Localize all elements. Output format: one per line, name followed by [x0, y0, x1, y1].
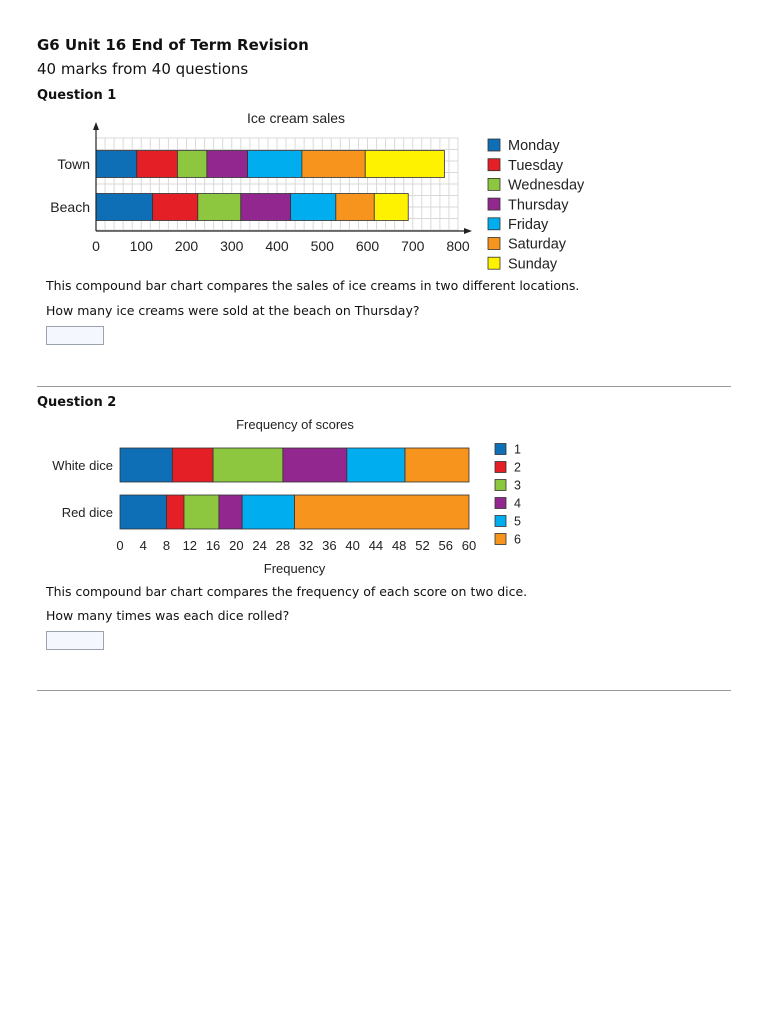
- legend-label: 5: [514, 514, 521, 529]
- x-tick-label: 200: [174, 238, 199, 254]
- x-axis-arrow: [464, 228, 472, 234]
- bar-segment: [241, 194, 291, 221]
- bar-segment: [336, 194, 374, 221]
- bar-segment: [347, 448, 405, 482]
- divider: [37, 690, 731, 691]
- y-axis-arrow: [93, 122, 99, 130]
- legend-label: 3: [514, 478, 521, 493]
- x-tick-label: 16: [205, 538, 221, 553]
- x-tick-label: 60: [461, 538, 477, 553]
- ice-cream-chart: [40, 108, 600, 276]
- question-1-answer-input[interactable]: [46, 326, 104, 345]
- legend-swatch: [495, 516, 506, 527]
- legend-label: Tuesday: [508, 157, 564, 174]
- bar-segment: [219, 495, 242, 529]
- legend-swatch: [488, 257, 500, 269]
- legend-label: Friday: [508, 217, 549, 234]
- x-tick-label: 12: [182, 538, 198, 553]
- legend-label: Thursday: [508, 197, 569, 214]
- bar-segment: [291, 194, 336, 221]
- x-tick-label: 400: [265, 238, 289, 254]
- legend-label: Monday: [508, 138, 560, 155]
- x-tick-label: 0: [92, 238, 100, 254]
- legend-swatch: [495, 498, 506, 509]
- legend-swatch: [488, 218, 500, 230]
- question-2-text: This compound bar chart compares the frequency of each score on two dice.: [46, 584, 528, 599]
- legend-swatch: [495, 534, 506, 545]
- bar-segment: [167, 495, 184, 529]
- bar-segment: [213, 448, 283, 482]
- category-label: Town: [57, 156, 90, 172]
- legend-label: Sunday: [508, 256, 558, 273]
- legend-label: 4: [514, 496, 521, 511]
- divider: [37, 386, 731, 387]
- x-tick-label: 56: [438, 538, 453, 553]
- x-tick-label: 100: [129, 238, 153, 254]
- legend-label: Wednesday: [508, 177, 585, 194]
- legend-swatch: [488, 139, 500, 151]
- bar-segment: [207, 151, 248, 178]
- bar-segment: [374, 194, 408, 221]
- question-1-label: Question 1: [37, 88, 117, 103]
- bar-segment: [242, 495, 294, 529]
- x-tick-label: 0: [116, 538, 124, 553]
- x-tick-label: 32: [298, 538, 314, 553]
- bar-segment: [405, 448, 469, 482]
- question-1-text: This compound bar chart compares the sales of ice creams in two different locations.: [46, 278, 580, 293]
- x-axis-label: Frequency: [263, 561, 326, 576]
- x-tick-label: 800: [446, 238, 470, 254]
- question-2-label: Question 2: [37, 395, 117, 410]
- legend-swatch: [495, 462, 506, 473]
- x-tick-label: 500: [310, 238, 334, 254]
- bar-segment: [96, 151, 137, 178]
- bar-segment: [120, 495, 167, 529]
- page-subtitle: 40 marks from 40 questions: [37, 60, 249, 78]
- legend-swatch: [495, 480, 506, 491]
- x-tick-label: 40: [345, 538, 360, 553]
- x-tick-label: 36: [322, 538, 337, 553]
- legend-swatch: [488, 238, 500, 250]
- bar-segment: [96, 194, 153, 221]
- legend-swatch: [488, 178, 500, 190]
- category-label: Red dice: [61, 505, 113, 520]
- bar-segment: [177, 151, 206, 178]
- x-tick-label: 28: [275, 538, 291, 553]
- bar-segment: [153, 194, 198, 221]
- x-tick-label: 48: [391, 538, 407, 553]
- legend-label: 1: [514, 442, 521, 457]
- bar-segment: [172, 448, 213, 482]
- bar-segment: [283, 448, 347, 482]
- x-tick-label: 52: [415, 538, 430, 553]
- x-tick-label: 24: [252, 538, 267, 553]
- category-label: White dice: [52, 458, 113, 473]
- page-title: G6 Unit 16 End of Term Revision: [37, 36, 309, 54]
- question-2-prompt: How many times was each dice rolled?: [46, 608, 290, 623]
- category-label: Beach: [50, 199, 90, 215]
- bar-segment: [248, 151, 302, 178]
- bar-segment: [198, 194, 241, 221]
- legend-swatch: [488, 198, 500, 210]
- legend-swatch: [495, 444, 506, 455]
- bar-segment: [120, 448, 172, 482]
- legend-label: 2: [514, 460, 521, 475]
- x-tick-label: 300: [220, 238, 244, 254]
- chart-title: Frequency of scores: [236, 417, 354, 432]
- bar-segment: [365, 151, 444, 178]
- x-tick-label: 700: [401, 238, 425, 254]
- legend-swatch: [488, 159, 500, 171]
- bar-segment: [295, 495, 470, 529]
- bar-segment: [184, 495, 219, 529]
- legend-label: Saturday: [508, 236, 567, 253]
- x-tick-label: 44: [368, 538, 384, 553]
- dice-scores-chart: [40, 413, 540, 578]
- question-2-answer-input[interactable]: [46, 631, 104, 650]
- bar-segment: [137, 151, 178, 178]
- chart-title: Ice cream sales: [246, 110, 346, 126]
- x-tick-label: 4: [139, 538, 147, 553]
- question-1-prompt: How many ice creams were sold at the beach on Thursday?: [46, 303, 420, 318]
- bar-segment: [302, 151, 365, 178]
- x-tick-label: 600: [355, 238, 380, 254]
- x-tick-label: 20: [229, 538, 244, 553]
- x-tick-label: 8: [162, 538, 171, 553]
- legend-label: 6: [514, 532, 521, 547]
